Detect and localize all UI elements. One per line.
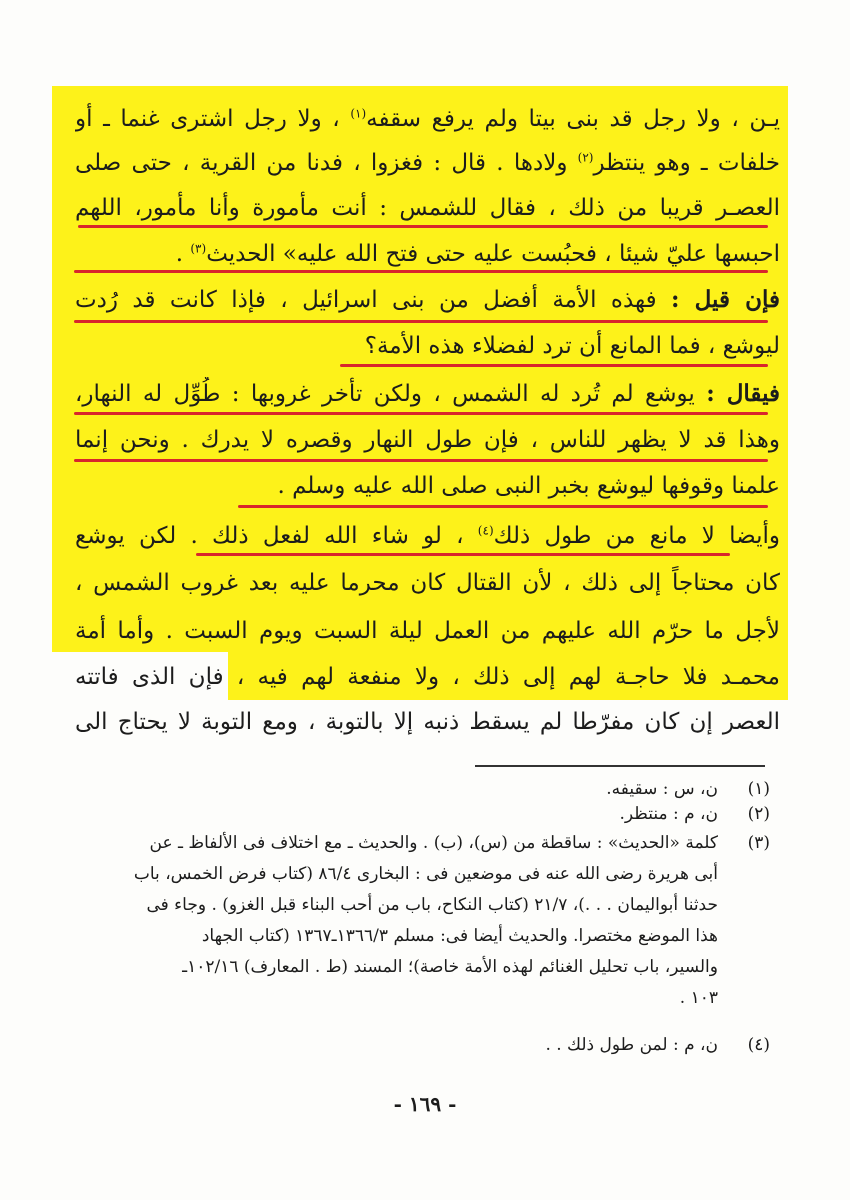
body-line-2: خلفات ـ وهو ينتظر$^{(٢)}$ ولادها . قال : فغزوا ، فدنا من القرية ، حتى صلى	[75, 150, 780, 176]
footnote-number: (٢)	[747, 804, 770, 824]
lead-word-then-said: فيقال :	[706, 380, 780, 407]
body-line-3: العصـر قريبا من ذلك ، فقال للشمس : أنت مأمورة وأنا مأمور، اللهم	[75, 195, 780, 221]
body-line-14: العصر إن كان مفرّطا لم يسقط ذنبه إلا بالتوبة ، ومع التوبة لا يحتاج الى	[75, 709, 780, 735]
footnote-text: ن، م : لمن طول ذلك . .	[545, 1035, 718, 1055]
red-underline-4	[340, 364, 768, 367]
body-line-5: فإن قيل : فهذه الأمة أفضل من بنى اسرائيل ، فإذا كانت قد رُدت	[75, 286, 780, 313]
body-line-8: وهذا قد لا يظهر للناس ، فإن طول النهار وقصره لا يدرك . ونحن إنما	[75, 427, 780, 453]
red-underline-6	[74, 459, 768, 462]
red-underline-8	[196, 553, 730, 556]
footnote-text: هذا الموضع مختصرا. والحديث أيضا فى: مسلم ١٣٦٦/٣ـ١٣٦٧ (كتاب الجهاد	[201, 926, 718, 946]
footnote-text: أبى هريرة رضى الله عنه فى موضعين فى : البخارى ٨٦/٤ (كتاب فرض الخمس، باب	[133, 864, 718, 884]
footnote-number: (١)	[747, 779, 770, 799]
footnote-text: والسير، باب تحليل الغنائم لهذه الأمة خاصة)؛ المسند (ط . المعارف) ١٠٢/١٦ـ	[182, 957, 718, 977]
red-underline-5	[74, 412, 768, 415]
body-line-7: فيقال : يوشع لم تُرد له الشمس ، ولكن تأخر غروبها : طُوِّل له النهار،	[75, 380, 780, 407]
footnote-3	[90, 828, 770, 1014]
footnote-text: كلمة «الحديث» : ساقطة من (س)، (ب) . والحديث ـ مع اختلاف فى الألفاظ ـ عن	[149, 833, 718, 853]
footnote-4	[90, 1030, 770, 1061]
red-underline-3	[74, 320, 768, 323]
body-line-10: وأيضا لا مانع من طول ذلك$^{(٤)}$ ، لو شاء الله لفعل ذلك . لكن يوشع	[75, 523, 780, 549]
page-number: - ١٦٩ -	[393, 1092, 457, 1116]
footnote-number: (٤)	[747, 1035, 770, 1055]
footnote-2	[90, 799, 770, 830]
red-underline-2	[74, 270, 768, 273]
body-line-1: يـن ، ولا رجل قد بنى بيتا ولم يرفع سقفه$^{(١)}$ ، ولا رجل اشترى غنما ـ أو	[75, 106, 780, 132]
body-line-13: محمـد فلا حاجـة لهم إلى ذلك ، ولا منفعة لهم فيه ، فإن الذى فاتته	[75, 664, 780, 690]
red-underline-7	[238, 505, 768, 508]
footnote-text: ن، س : سقيفه.	[606, 779, 718, 799]
lead-word-if-said: فإن قيل :	[671, 286, 780, 313]
footnote-number: (٣)	[747, 833, 770, 853]
body-line-4: احبسها عليّ شيئا ، فحبُست عليه حتى فتح الله عليه» الحديث$^{(٣)}$ .	[175, 241, 780, 267]
footnote-text: حدثنا أبواليمان . . .)، ٢١/٧ (كتاب النكاح، باب من أحب البناء قبل الغزو) . وجاء فى	[146, 895, 718, 915]
red-underline-1	[78, 225, 768, 228]
body-line-11: كان محتاجاً إلى ذلك ، لأن القتال كان محرما عليه بعد غروب الشمس ،	[75, 570, 780, 596]
footnote-text: ن، م : منتظر.	[619, 804, 718, 824]
footnote-text: ١٠٣ .	[679, 988, 718, 1008]
footnote-rule	[475, 765, 765, 767]
body-line-9: علمنا وقوفها ليوشع بخبر النبى صلى الله عليه وسلم .	[277, 473, 780, 499]
body-line-6: ليوشع ، فما المانع أن ترد لفضلاء هذه الأمة؟	[364, 333, 780, 359]
body-line-12: لأجل ما حرّم الله عليهم من العمل ليلة السبت ويوم السبت . وأما أمة	[75, 618, 780, 644]
